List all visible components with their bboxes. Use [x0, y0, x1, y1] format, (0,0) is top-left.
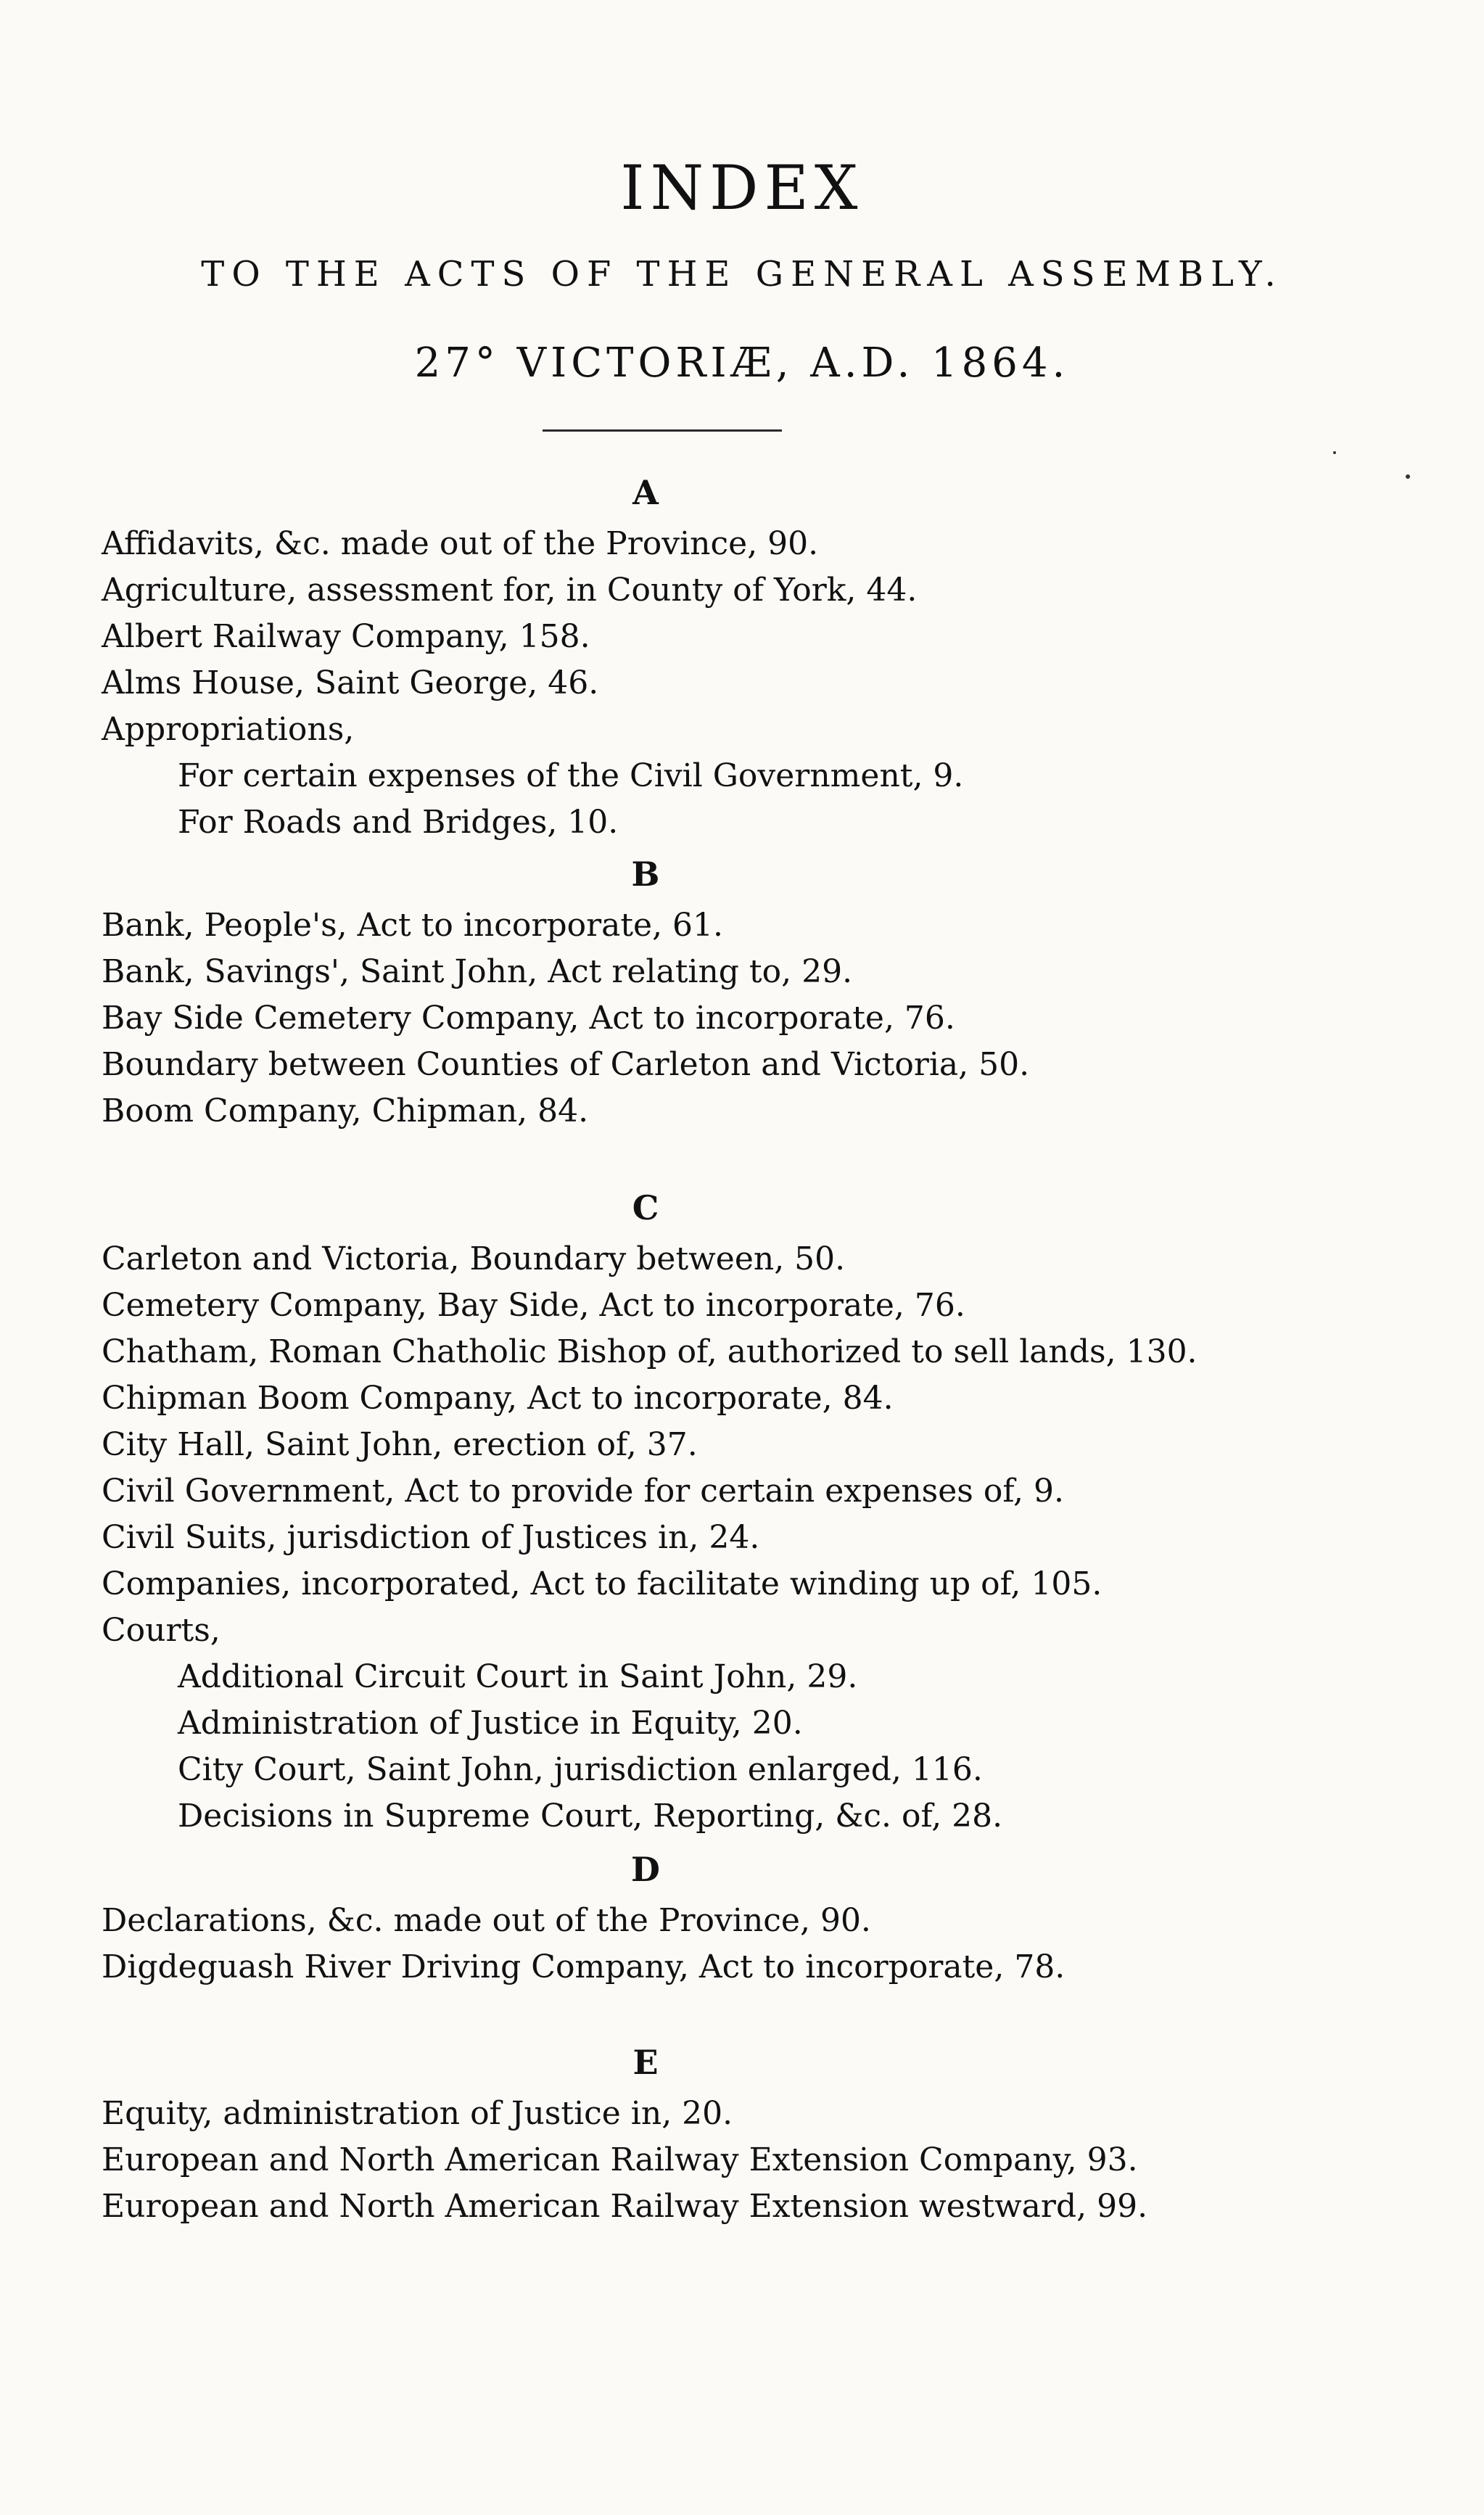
- index-entry: Declarations, &c. made out of the Province, 90.: [102, 1902, 871, 1939]
- index-subentry: City Court, Saint John, jurisdiction enlarged, 116.: [178, 1751, 983, 1788]
- index-subentry: Additional Circuit Court in Saint John, 29.: [178, 1658, 858, 1695]
- index-entry: Civil Suits, jurisdiction of Justices in, 24.: [102, 1519, 760, 1556]
- index-entry: Alms House, Saint George, 46.: [102, 664, 599, 701]
- index-entry: Bay Side Cemetery Company, Act to incorporate, 76.: [102, 1000, 955, 1037]
- index-entry: Albert Railway Company, 158.: [102, 618, 590, 655]
- index-entry: Civil Government, Act to provide for certain expenses of, 9.: [102, 1473, 1065, 1510]
- index-entry: Chipman Boom Company, Act to incorporate, 84.: [102, 1380, 894, 1417]
- section-letter: A: [632, 473, 659, 512]
- index-entry: Equity, administration of Justice in, 20.: [102, 2095, 733, 2132]
- index-subentry: Decisions in Supreme Court, Reporting, &c. of, 28.: [178, 1798, 1003, 1835]
- section-letter: C: [632, 1188, 659, 1227]
- index-entry: Bank, Savings', Saint John, Act relating to, 29.: [102, 953, 853, 990]
- index-entry: Boom Company, Chipman, 84.: [102, 1092, 589, 1129]
- index-section-b: [102, 846, 1190, 1135]
- index-entry: Digdeguash River Driving Company, Act to incorporate, 78.: [102, 1948, 1065, 1985]
- index-subentry: For Roads and Bridges, 10.: [178, 804, 619, 841]
- index-section-c: [102, 1180, 1197, 1840]
- index-entry: Courts,: [102, 1612, 220, 1649]
- index-entry: European and North American Railway Extension westward, 99.: [102, 2188, 1148, 2225]
- section-letter: B: [631, 855, 660, 894]
- index-entry: Affidavits, &c. made out of the Province, 90.: [102, 525, 819, 562]
- index-entry: Companies, incorporated, Act to facilitate winding up of, 105.: [102, 1565, 1102, 1602]
- index-entry: Boundary between Counties of Carleton and Victoria, 50.: [102, 1046, 1030, 1083]
- session-heading: 27° VICTORIÆ, A.D. 1864.: [414, 339, 1070, 387]
- index-section-e: [102, 2034, 1190, 2230]
- index-entry: Appropriations,: [102, 711, 355, 748]
- index-subentry: Administration of Justice in Equity, 20.: [178, 1705, 803, 1742]
- index-entry: Agriculture, assessment for, in County of York, 44.: [102, 572, 918, 609]
- index-subentry: For certain expenses of the Civil Government, 9.: [178, 757, 964, 794]
- section-letter: E: [632, 2043, 659, 2082]
- index-entry: Bank, People's, Act to incorporate, 61.: [102, 907, 724, 944]
- page-subtitle: TO THE ACTS OF THE GENERAL ASSEMBLY.: [201, 254, 1283, 295]
- index-entry: City Hall, Saint John, erection of, 37.: [102, 1426, 698, 1463]
- index-entry: European and North American Railway Extension Company, 93.: [102, 2141, 1138, 2178]
- paper-speck: [1333, 451, 1336, 454]
- page-title: INDEX: [620, 152, 864, 223]
- index-entry: Cemetery Company, Bay Side, Act to incorporate, 76.: [102, 1287, 965, 1324]
- section-letter: D: [631, 1850, 660, 1889]
- index-entry: Carleton and Victoria, Boundary between, 50.: [102, 1240, 846, 1277]
- index-section-d: [102, 1841, 1190, 1991]
- index-section-a: [102, 464, 1190, 846]
- heading-divider: [543, 429, 782, 432]
- paper-speck: [1406, 474, 1410, 479]
- index-entry: Chatham, Roman Chatholic Bishop of, authorized to sell lands, 130.: [102, 1333, 1197, 1370]
